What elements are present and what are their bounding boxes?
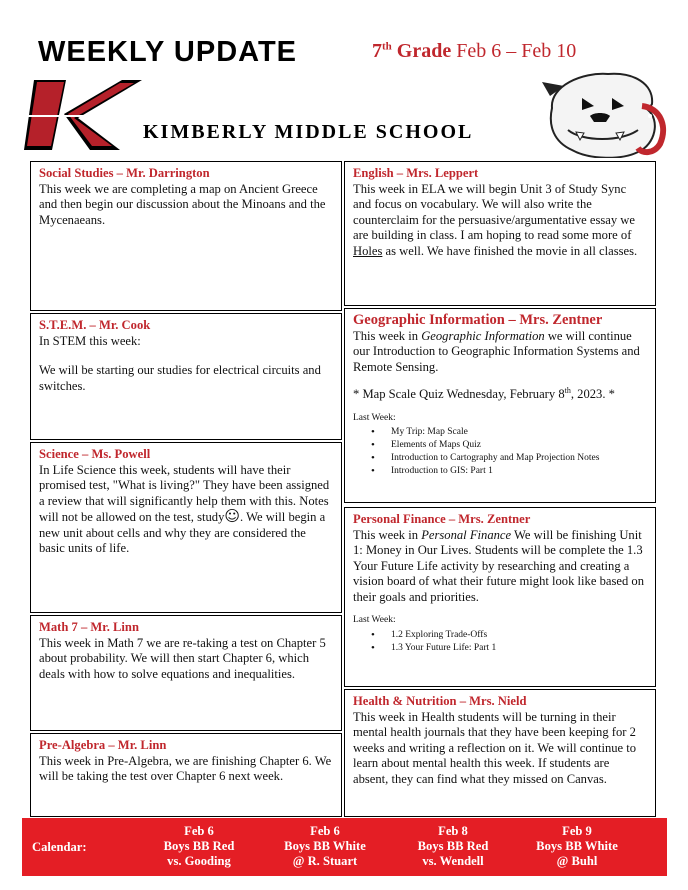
section-body: In Life Science this week, students will have their promised test, "What is living?" They have been assigned a review that will significantly help them with this. Notes will not be allowed on the test, study☺. We will begin a new unit about cells and why they are considered the basic units of life.: [39, 462, 330, 555]
event-date: Feb 9: [562, 824, 592, 838]
event-date: Feb 8: [438, 824, 468, 838]
stem-section: [30, 313, 342, 440]
math7-section: [30, 615, 342, 731]
event-opponent: vs. Wendell: [422, 854, 484, 868]
prealgebra-section: [30, 733, 342, 817]
calendar-event: [260, 824, 390, 869]
section-title: Math 7 – Mr. Linn: [39, 620, 139, 634]
section-body: This week in Health students will be turning in their mental health journals that they have been keeping for 2 weeks and writing a reflection on it. We will continue to learn about mental health this week. If students are absent, they can find what they missed on Canvas.: [353, 709, 637, 786]
english-section: [344, 161, 656, 306]
science-section: [30, 442, 342, 613]
bulldog-mascot-icon: [542, 68, 670, 158]
event-opponent: @ Buhl: [556, 854, 598, 868]
section-body: This week in Pre-Algebra, we are finishing Chapter 6. We will be taking the test over Chapter 6 next week.: [39, 753, 332, 783]
quiz-note: * Map Scale Quiz Wednesday, February 8th, 2023. *: [353, 386, 615, 402]
section-title: Personal Finance – Mrs. Zentner: [353, 512, 531, 526]
school-name: KIMBERLY MIDDLE SCHOOL: [143, 121, 474, 143]
list-item: • Introduction to Cartography and Map Projection Notes: [367, 452, 647, 465]
event-opponent: @ R. Stuart: [292, 854, 358, 868]
list-item: • 1.3 Your Future Life: Part 1: [367, 642, 647, 655]
section-title: Social Studies – Mr. Darrington: [39, 166, 210, 180]
event-date: Feb 6: [184, 824, 214, 838]
list-item: • My Trip: Map Scale: [367, 426, 647, 439]
calendar-event: [388, 824, 518, 869]
calendar-event: [512, 824, 642, 869]
section-body: This week in ELA we will begin Unit 3 of Study Sync and focus on vocabulary. We will also write the counterclaim for the persuasive/argumentative essay we are building in class. I am hoping to read some more of Holes as well. We have finished the movie in all classes.: [353, 181, 638, 258]
smiley-icon: ☺: [224, 507, 241, 525]
grade-number: 7: [372, 40, 382, 62]
event-team: Boys BB White: [284, 839, 366, 853]
section-body: This week we are completing a map on Ancient Greece and then begin our discussion about the Minoans and the Mycenaeans.: [39, 181, 326, 227]
grade-suffix: th: [382, 40, 392, 53]
last-week-list: [367, 426, 647, 478]
calendar-event: [134, 824, 264, 869]
health-section: [344, 689, 656, 817]
social-studies-section: [30, 161, 342, 311]
book-title: Holes: [353, 243, 383, 258]
calendar-bar: [22, 818, 667, 876]
section-title: Geographic Information – Mrs. Zentner: [353, 312, 603, 328]
calendar-label: Calendar:: [32, 840, 87, 854]
event-team: Boys BB Red: [163, 839, 235, 853]
grade-word: Grade: [396, 40, 452, 62]
last-week-label: Last Week:: [353, 615, 396, 625]
section-body: We will be starting our studies for electrical circuits and switches.: [39, 363, 321, 393]
event-team: Boys BB White: [536, 839, 618, 853]
kimberly-k-logo: [24, 78, 142, 152]
section-title: S.T.E.M. – Mr. Cook: [39, 318, 151, 332]
section-body-intro: In STEM this week:: [39, 333, 141, 348]
grade-and-dates: [372, 40, 576, 63]
section-body: This week in Geographic Information we will continue our Introduction to Geographic Information Systems and Remote Sensing.: [353, 328, 640, 374]
section-body: This week in Personal Finance We will be finishing Unit 1: Money in Our Lives. Students will be complete the 1.3 Your Future Life activity by researching and creating a vision board of what their future might look like based on their goals and priorities.: [353, 527, 644, 604]
section-title: English – Mrs. Leppert: [353, 166, 479, 180]
page-title: WEEKLY UPDATE: [38, 36, 298, 68]
last-week-label: Last Week:: [353, 412, 396, 423]
last-week-list: [367, 629, 647, 655]
list-item: • Introduction to GIS: Part 1: [367, 465, 647, 478]
event-date: Feb 6: [310, 824, 340, 838]
week-dates: Feb 6 – Feb 10: [456, 40, 577, 62]
event-team: Boys BB Red: [417, 839, 489, 853]
geography-section: [344, 308, 656, 503]
section-title: Science – Ms. Powell: [39, 447, 151, 461]
section-title: Health & Nutrition – Mrs. Nield: [353, 694, 527, 708]
list-item: • 1.2 Exploring Trade-Offs: [367, 629, 647, 642]
list-item: • Elements of Maps Quiz: [367, 439, 647, 452]
personal-finance-section: [344, 507, 656, 687]
event-opponent: vs. Gooding: [167, 854, 231, 868]
section-title: Pre-Algebra – Mr. Linn: [39, 738, 167, 752]
section-body: This week in Math 7 we are re-taking a test on Chapter 5 about probability. We will then start Chapter 6, which deals with how to solve equations and inequalities.: [39, 635, 326, 681]
